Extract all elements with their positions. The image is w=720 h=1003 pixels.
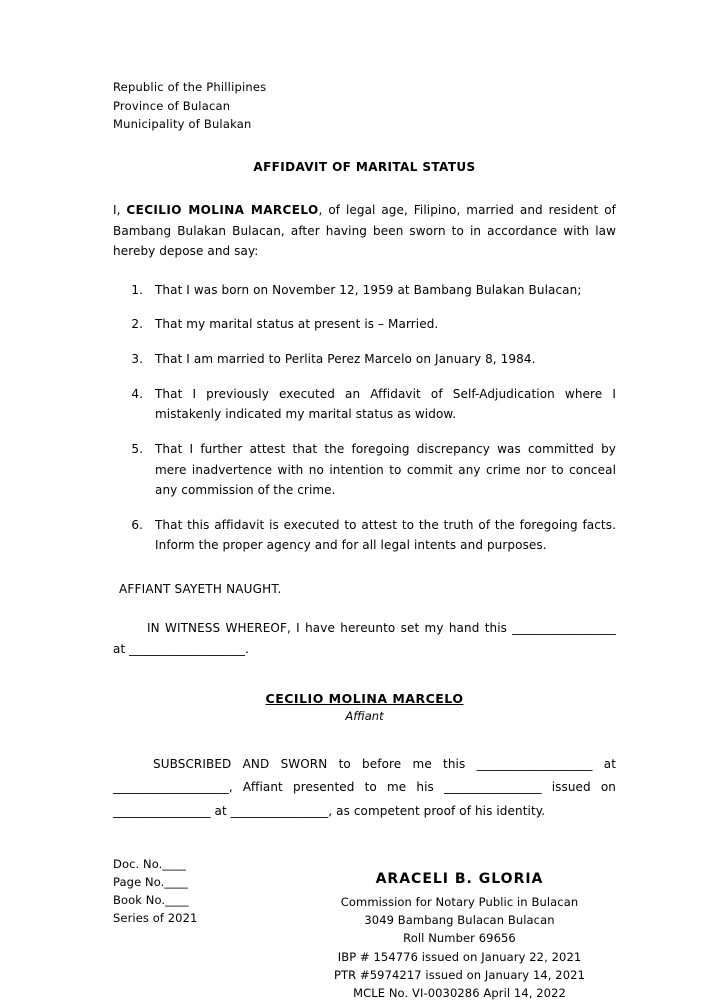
notary-mcle: MCLE No. VI-0030286 April 14, 2022 [353, 986, 566, 1001]
book-no-line: Book No.____ [113, 893, 189, 908]
intro-paragraph [113, 200, 616, 262]
series-line: Series of 2021 [113, 911, 198, 926]
affiant-sayeth-naught: AFFIANT SAYETH NAUGHT. [119, 582, 282, 596]
notary-ptr: PTR #5974217 issued on January 14, 2021 [334, 967, 585, 982]
notary-ibp: IBP # 154776 issued on January 22, 2021 [337, 949, 582, 964]
notary-commission: Commission for Notary Public in Bulacan [340, 894, 579, 909]
doc-no-line: Doc. No.____ [113, 856, 186, 871]
list-item: 5. That I further attest that the foregoing discrepancy was committed by mere inadvertence with no intention to commit any crime nor to conceal any commission of the crime. [147, 439, 616, 501]
affiant-name-inline: CECILIO MOLINA MARCELO [126, 202, 319, 217]
page-no-line: Page No.____ [113, 875, 188, 890]
intro-body: , of legal age, Filipino, married and resident of Bambang Bulakan Bulacan, after having been sworn to in accordance with law hereby depose and say: [113, 202, 616, 259]
witness-clause: IN WITNESS WHEREOF, I have hereunto set my hand this _________________ at ___________________. [113, 621, 616, 657]
notary-address: 3049 Bambang Bulacan Bulacan [364, 913, 555, 928]
list-item: 2. That my marital status at present is – Married. [147, 314, 616, 335]
header-line-republic: Republic of the Phillipines [113, 80, 267, 94]
jurisdiction-header [113, 78, 616, 134]
notary-roll-number: Roll Number 69656 [403, 931, 516, 946]
jurat-paragraph: SUBSCRIBED AND SWORN to before me this ___________________ at ___________________, Affiant presented to me his ________________ issued on ________________ at ________________, as competent proof of his identity. [113, 756, 616, 818]
signature-name: CECILIO MOLINA MARCELO [265, 690, 464, 706]
signature-block [113, 691, 616, 723]
list-item: 6. That this affidavit is executed to attest to the truth of the foregoing facts. Inform the proper agency and for all legal intents and purposes. [147, 515, 616, 556]
notary-block [303, 855, 616, 1003]
signature-role-label: Affiant [345, 708, 384, 723]
header-line-municipality: Municipality of Bulakan [113, 117, 252, 132]
list-item: 4. That I previously executed an Affidavit of Self-Adjudication where I mistakenly indicated my marital status as widow. [147, 384, 616, 425]
notary-name: ARACELI B. GLORIA [375, 870, 544, 887]
clause-list [113, 280, 616, 556]
doc-numbers-block [113, 855, 303, 928]
list-item: 1. That I was born on November 12, 1959 at Bambang Bulakan Bulacan; [147, 280, 616, 301]
intro-prefix: I, [113, 202, 127, 217]
document-footer [113, 855, 616, 1003]
header-line-province: Province of Bulacan [113, 98, 231, 113]
list-item: 3. That I am married to Perlita Perez Marcelo on January 8, 1984. [147, 349, 616, 370]
page-title: AFFIDAVIT OF MARITAL STATUS [253, 159, 476, 174]
